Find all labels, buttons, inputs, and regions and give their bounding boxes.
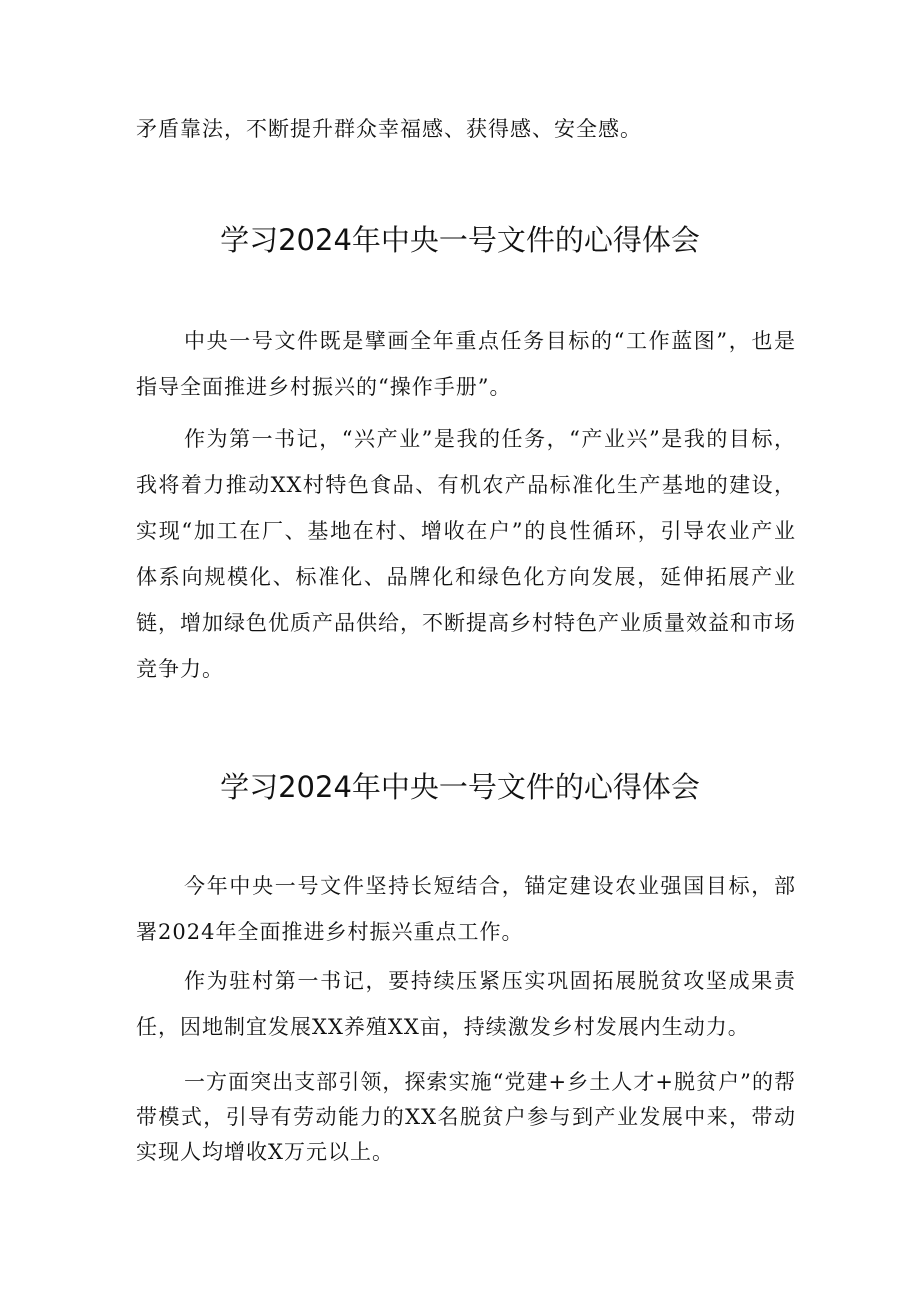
continuation-paragraph: 矛盾靠法，不断提升群众幸福感、获得感、安全感。 xyxy=(136,117,642,141)
section-1-paragraph-1: 中央一号文件既是擘画全年重点任务目标的“工作蓝图”，也是指导全面推进乡村振兴的“操作手册”。 xyxy=(136,329,796,399)
section-2-paragraph-3: 一方面突出支部引领，探索实施“党建+乡土人才+脱贫户”的帮带模式，引导有劳动能力的XX名脱贫户参与到产业发展中来，带动实现人均增收X万元以上。 xyxy=(136,1070,796,1164)
section-title-1: 学习2024年中央一号文件的心得体会 xyxy=(220,223,700,257)
section-title-2: 学习2024年中央一号文件的心得体会 xyxy=(220,770,700,804)
section-1-paragraph-2: 作为第一书记，“兴产业”是我的任务，“产业兴”是我的目标，我将着力推动XX村特色食品、有机农产品标准化生产基地的建设，实现“加工在厂、基地在村、增收在户”的良性循环，引导农业产业体系向规模化、标准化、品牌化和绿色化方向发展，延伸拓展产业链，增加绿色优质产品供给，不断提高乡村特色产业质量效益和市场竞争力。 xyxy=(136,427,796,681)
section-2-paragraph-2: 作为驻村第一书记，要持续压紧压实巩固拓展脱贫攻坚成果责任，因地制宜发展XX养殖XX亩，持续激发乡村发展内生动力。 xyxy=(136,969,796,1039)
section-2-paragraph-1: 今年中央一号文件坚持长短结合，锚定建设农业强国目标，部署2024年全面推进乡村振兴重点工作。 xyxy=(136,874,796,944)
